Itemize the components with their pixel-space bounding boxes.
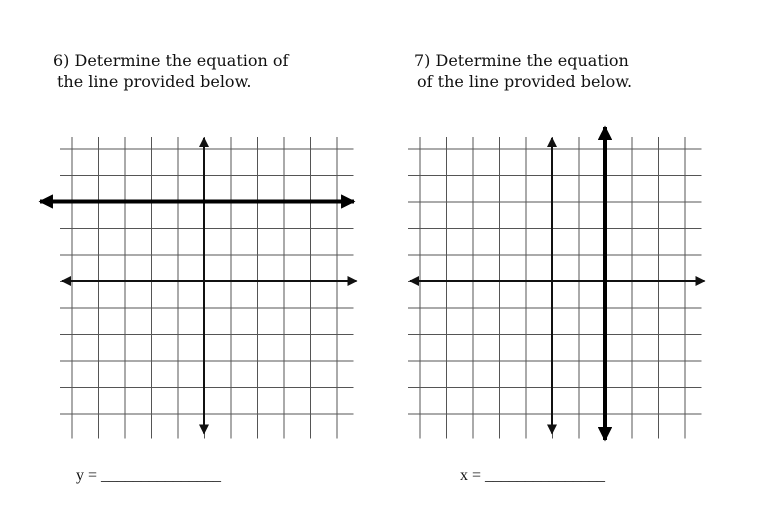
problem-6-prompt-line2: the line provided below. <box>57 72 252 91</box>
problem-7-prompt-line1: 7) Determine the equation <box>414 51 629 70</box>
graph-6 <box>40 137 357 439</box>
answer-7-blank[interactable]: _______________ <box>485 467 606 484</box>
answer-6-blank[interactable]: _______________ <box>101 467 222 484</box>
answer-6-label: y = <box>76 467 102 484</box>
answer-7-label: x = <box>460 467 486 484</box>
answer-6 <box>76 466 221 486</box>
answer-7 <box>460 466 605 486</box>
graph-7 <box>408 127 705 440</box>
problem-6-prompt-line1: 6) Determine the equation of <box>53 51 289 70</box>
problem-7-prompt-line2: of the line provided below. <box>417 72 633 91</box>
